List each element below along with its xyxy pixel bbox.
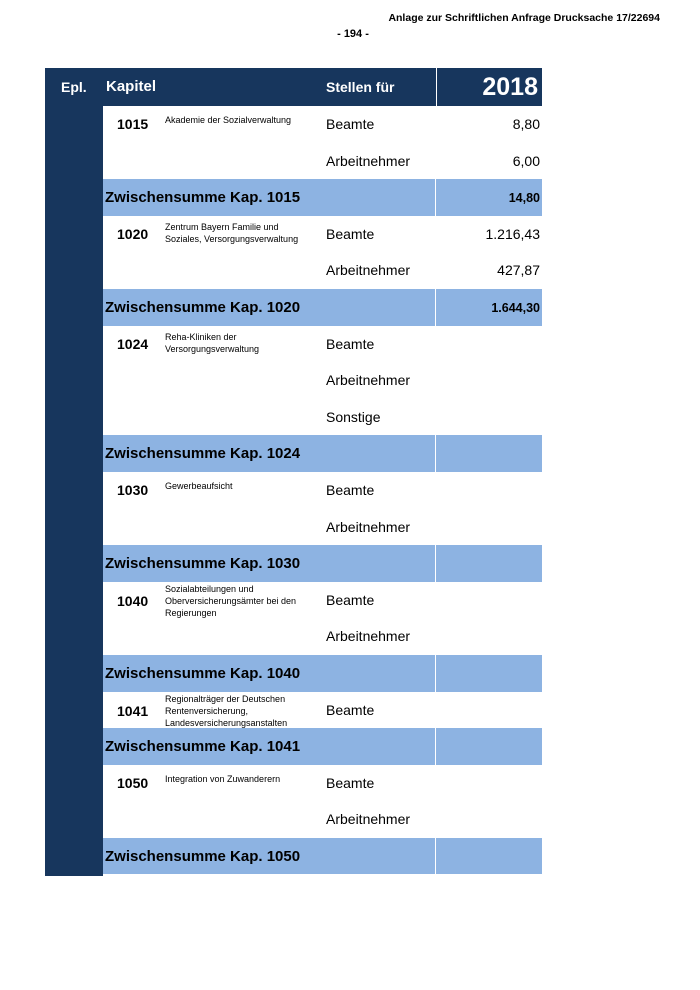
column-header-stellen: Stellen für [326, 79, 395, 95]
table-row [103, 509, 542, 546]
column-header-kapitel: Kapitel [106, 78, 157, 95]
column-header-year: 2018 [436, 68, 542, 106]
table-row [103, 216, 542, 253]
chapter-block [103, 106, 542, 216]
chapter-number: 1050 [117, 774, 149, 791]
subtotal-label: Zwischensumme Kap. 1015 [105, 189, 301, 207]
column-divider [435, 545, 436, 582]
subtotal-row [103, 728, 542, 765]
subtotal-label: Zwischensumme Kap. 1020 [105, 298, 301, 316]
position-count: 1.216,43 [485, 225, 540, 242]
table-header [45, 68, 542, 106]
position-count: 6,00 [512, 152, 540, 169]
column-divider [435, 435, 436, 472]
table-row [103, 106, 542, 143]
staff-category: Beamte [326, 335, 375, 352]
table-row [103, 472, 542, 509]
staff-category: Beamte [326, 225, 375, 242]
table-row [103, 582, 542, 619]
staff-category: Beamte [326, 774, 375, 791]
chapter-block [103, 692, 542, 765]
chapter-block [103, 326, 542, 472]
chapter-number: 1020 [117, 225, 149, 242]
chapter-number: 1040 [117, 592, 149, 609]
table-row [103, 618, 542, 655]
chapter-name: Reha-Kliniken der Versorgungsverwaltung [165, 331, 260, 354]
column-divider [435, 655, 436, 692]
table-row [103, 362, 542, 399]
subtotal-row [103, 289, 542, 326]
table-row [103, 765, 542, 802]
table-row [103, 399, 542, 436]
epl-column [45, 106, 103, 876]
chapter-number: 1015 [117, 116, 149, 132]
staff-category: Arbeitnehmer [326, 152, 411, 169]
column-divider [435, 838, 436, 875]
subtotal-label: Zwischensumme Kap. 1024 [105, 445, 301, 463]
chapter-name: Sozialabteilungen und Oberversicherungsämter bei den Regierungen [165, 583, 297, 618]
table-row [103, 326, 542, 363]
chapter-number: 1024 [117, 335, 149, 352]
staff-category: Arbeitnehmer [326, 628, 411, 645]
table-row [103, 801, 542, 838]
chapter-name: Akademie der Sozialverwaltung [165, 115, 292, 125]
subtotal-label: Zwischensumme Kap. 1041 [105, 738, 301, 756]
table-row [103, 252, 542, 289]
chapter-name: Gewerbeaufsicht [165, 480, 233, 491]
chapter-block [103, 472, 542, 582]
position-count: 427,87 [497, 262, 540, 279]
subtotal-value: 14,80 [508, 191, 540, 206]
staff-category: Arbeitnehmer [326, 262, 411, 279]
staff-category: Arbeitnehmer [326, 811, 411, 828]
subtotal-row [103, 545, 542, 582]
staff-category: Arbeitnehmer [326, 518, 411, 535]
staff-category: Beamte [326, 591, 375, 608]
document-reference: Anlage zur Schriftlichen Anfrage Drucksache 17/22694 [388, 12, 660, 24]
subtotal-row [103, 655, 542, 692]
staff-category: Beamte [326, 116, 375, 132]
chapter-block [103, 216, 542, 326]
page-number: - 194 - [337, 28, 369, 40]
subtotal-label: Zwischensumme Kap. 1030 [105, 555, 301, 573]
table-row [103, 692, 542, 729]
chapter-block [103, 765, 542, 875]
subtotal-row [103, 179, 542, 216]
chapter-name: Integration von Zuwanderern [165, 773, 281, 784]
chapter-name: Regionalträger der Deutschen Rentenversicherung, Landesversicherungsanstalten [165, 693, 288, 728]
subtotal-label: Zwischensumme Kap. 1040 [105, 664, 301, 682]
column-divider [435, 289, 436, 326]
subtotal-value: 1.644,30 [491, 300, 540, 315]
column-divider [435, 728, 436, 765]
staff-category: Beamte [326, 481, 375, 498]
subtotal-row [103, 435, 542, 472]
chapter-name: Zentrum Bayern Familie und Soziales, Versorgungsverwaltung [165, 221, 299, 244]
column-divider [435, 179, 436, 216]
staff-category: Beamte [326, 701, 375, 718]
position-count: 8,80 [512, 116, 540, 132]
table-body [103, 106, 542, 874]
column-header-epl: Epl. [61, 79, 87, 95]
staff-category: Arbeitnehmer [326, 372, 411, 389]
chapter-number: 1030 [117, 481, 149, 498]
table-row [103, 143, 542, 180]
chapter-block [103, 582, 542, 692]
subtotal-row [103, 838, 542, 875]
chapter-number: 1041 [117, 702, 149, 719]
staff-category: Sonstige [326, 408, 381, 425]
subtotal-label: Zwischensumme Kap. 1050 [105, 847, 301, 865]
